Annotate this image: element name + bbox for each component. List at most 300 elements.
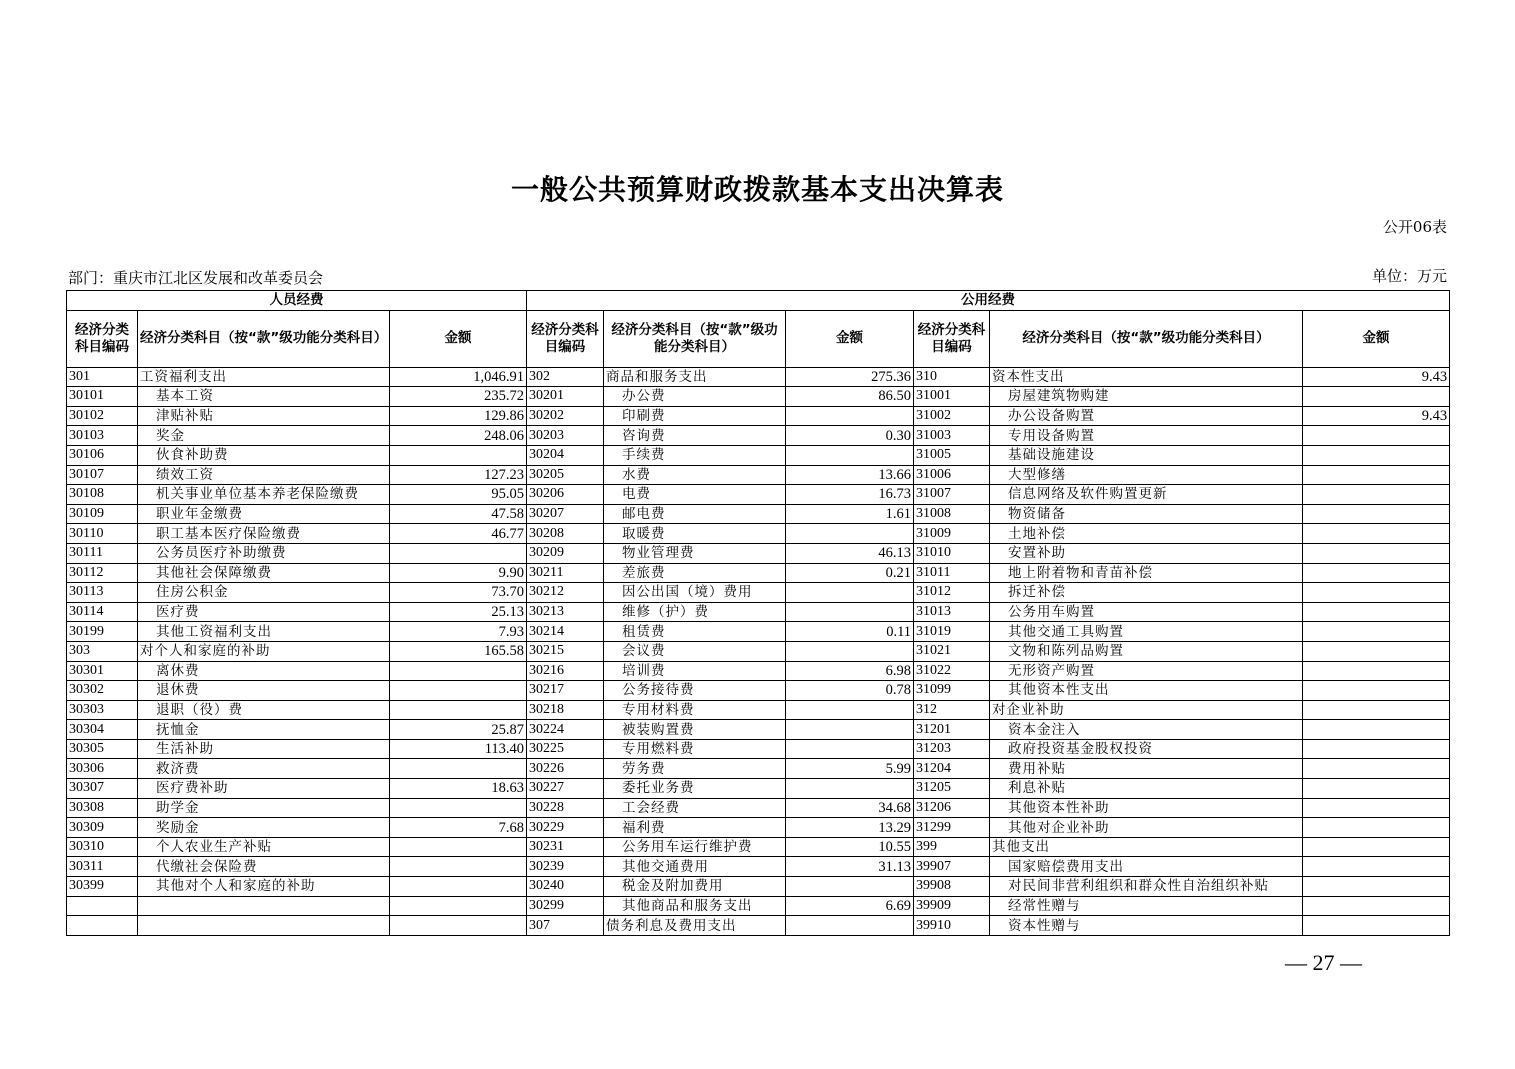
cell-code: 31007 bbox=[914, 485, 990, 505]
cell-name: 拆迁补偿 bbox=[990, 583, 1303, 603]
cell-name: 手续费 bbox=[604, 445, 786, 465]
cell-name: 债务利息及费用支出 bbox=[604, 916, 786, 936]
cell-amount: 95.05 bbox=[390, 485, 527, 505]
cell-name: 资本性赠与 bbox=[990, 916, 1303, 936]
cell-name: 物业管理费 bbox=[604, 543, 786, 563]
cell-amount: 7.93 bbox=[390, 622, 527, 642]
cell-amount: 0.30 bbox=[786, 426, 914, 446]
cell-amount: 31.13 bbox=[786, 857, 914, 877]
cell-code: 30209 bbox=[527, 543, 604, 563]
cell-amount bbox=[390, 877, 527, 897]
cell-amount bbox=[786, 916, 914, 936]
cell-amount bbox=[1303, 779, 1450, 799]
cell-name: 退休费 bbox=[138, 681, 390, 701]
cell-name: 经常性赠与 bbox=[990, 896, 1303, 916]
cell-amount bbox=[1303, 426, 1450, 446]
cell-code: 30302 bbox=[67, 681, 138, 701]
cell-amount bbox=[1303, 524, 1450, 544]
cell-code: 31201 bbox=[914, 720, 990, 740]
cell-name: 其他资本性支出 bbox=[990, 681, 1303, 701]
cell-code: 30399 bbox=[67, 877, 138, 897]
cell-amount: 0.21 bbox=[786, 563, 914, 583]
cell-code: 30102 bbox=[67, 406, 138, 426]
cell-amount: 248.06 bbox=[390, 426, 527, 446]
cell-amount bbox=[786, 641, 914, 661]
cell-name: 抚恤金 bbox=[138, 720, 390, 740]
cell-name: 邮电费 bbox=[604, 504, 786, 524]
cell-code bbox=[67, 916, 138, 936]
cell-code: 30106 bbox=[67, 445, 138, 465]
cell-code: 30208 bbox=[527, 524, 604, 544]
cell-code: 30206 bbox=[527, 485, 604, 505]
table-row bbox=[67, 700, 1450, 720]
cell-code: 30108 bbox=[67, 485, 138, 505]
cell-code: 30311 bbox=[67, 857, 138, 877]
cell-code: 30227 bbox=[527, 779, 604, 799]
table-row bbox=[67, 896, 1450, 916]
cell-code: 31001 bbox=[914, 387, 990, 407]
cell-code: 30203 bbox=[527, 426, 604, 446]
cell-code: 30307 bbox=[67, 779, 138, 799]
cell-code: 31204 bbox=[914, 759, 990, 779]
table-row bbox=[67, 406, 1450, 426]
cell-code: 30228 bbox=[527, 798, 604, 818]
cell-name: 被装购置费 bbox=[604, 720, 786, 740]
cell-code: 301 bbox=[67, 367, 138, 387]
cell-name: 维修（护）费 bbox=[604, 602, 786, 622]
cell-name: 其他工资福利支出 bbox=[138, 622, 390, 642]
cell-name: 个人农业生产补贴 bbox=[138, 837, 390, 857]
table-row bbox=[67, 485, 1450, 505]
cell-amount: 6.69 bbox=[786, 896, 914, 916]
cell-name: 政府投资基金股权投资 bbox=[990, 739, 1303, 759]
cell-name: 办公设备购置 bbox=[990, 406, 1303, 426]
cell-code: 30299 bbox=[527, 896, 604, 916]
cell-name: 机关事业单位基本养老保险缴费 bbox=[138, 485, 390, 505]
cell-code: 30113 bbox=[67, 583, 138, 603]
cell-name bbox=[138, 896, 390, 916]
cell-code: 30103 bbox=[67, 426, 138, 446]
cell-code: 31022 bbox=[914, 661, 990, 681]
cell-code: 39909 bbox=[914, 896, 990, 916]
cell-amount bbox=[1303, 818, 1450, 838]
cell-amount: 129.86 bbox=[390, 406, 527, 426]
cell-amount bbox=[1303, 504, 1450, 524]
cell-code: 310 bbox=[914, 367, 990, 387]
cell-code: 30212 bbox=[527, 583, 604, 603]
cell-amount bbox=[1303, 445, 1450, 465]
cell-code: 30207 bbox=[527, 504, 604, 524]
cell-amount bbox=[786, 779, 914, 799]
cell-name bbox=[138, 916, 390, 936]
cell-amount bbox=[390, 916, 527, 936]
table-row bbox=[67, 426, 1450, 446]
cell-name: 费用补贴 bbox=[990, 759, 1303, 779]
cell-name: 职工基本医疗保险缴费 bbox=[138, 524, 390, 544]
cell-code: 30205 bbox=[527, 465, 604, 485]
cell-code: 31002 bbox=[914, 406, 990, 426]
cell-code: 30111 bbox=[67, 543, 138, 563]
cell-name: 办公费 bbox=[604, 387, 786, 407]
cell-code: 30240 bbox=[527, 877, 604, 897]
cell-name: 印刷费 bbox=[604, 406, 786, 426]
cell-name: 离休费 bbox=[138, 661, 390, 681]
cell-name: 工会经费 bbox=[604, 798, 786, 818]
cell-name: 生活补助 bbox=[138, 739, 390, 759]
cell-name: 对企业补助 bbox=[990, 700, 1303, 720]
cell-amount: 10.55 bbox=[786, 837, 914, 857]
cell-name: 公务用车运行维护费 bbox=[604, 837, 786, 857]
table-row bbox=[67, 583, 1450, 603]
table-row bbox=[67, 857, 1450, 877]
table-row bbox=[67, 543, 1450, 563]
cell-code: 30114 bbox=[67, 602, 138, 622]
cell-amount: 25.87 bbox=[390, 720, 527, 740]
cell-name: 救济费 bbox=[138, 759, 390, 779]
cell-code: 31012 bbox=[914, 583, 990, 603]
cell-amount bbox=[390, 837, 527, 857]
cell-amount bbox=[786, 406, 914, 426]
cell-name: 退职（役）费 bbox=[138, 700, 390, 720]
table-row bbox=[67, 504, 1450, 524]
cell-name: 税金及附加费用 bbox=[604, 877, 786, 897]
cell-code: 31010 bbox=[914, 543, 990, 563]
cell-code: 31019 bbox=[914, 622, 990, 642]
cell-name: 水费 bbox=[604, 465, 786, 485]
cell-name: 委托业务费 bbox=[604, 779, 786, 799]
cell-code: 312 bbox=[914, 700, 990, 720]
cell-name: 劳务费 bbox=[604, 759, 786, 779]
cell-code: 31206 bbox=[914, 798, 990, 818]
cell-amount: 6.98 bbox=[786, 661, 914, 681]
cell-code: 31299 bbox=[914, 818, 990, 838]
cell-name: 基础设施建设 bbox=[990, 445, 1303, 465]
table-row bbox=[67, 779, 1450, 799]
cell-name: 物资储备 bbox=[990, 504, 1303, 524]
cell-amount bbox=[1303, 583, 1450, 603]
table-row bbox=[67, 798, 1450, 818]
cell-code: 30107 bbox=[67, 465, 138, 485]
cell-amount: 165.58 bbox=[390, 641, 527, 661]
cell-amount: 1.61 bbox=[786, 504, 914, 524]
cell-code: 30224 bbox=[527, 720, 604, 740]
cell-name: 基本工资 bbox=[138, 387, 390, 407]
cell-name: 大型修缮 bbox=[990, 465, 1303, 485]
cell-amount bbox=[1303, 759, 1450, 779]
cell-name: 取暖费 bbox=[604, 524, 786, 544]
cell-code: 30110 bbox=[67, 524, 138, 544]
cell-code: 30308 bbox=[67, 798, 138, 818]
cell-amount bbox=[1303, 896, 1450, 916]
cell-amount bbox=[1303, 857, 1450, 877]
cell-name: 其他交通费用 bbox=[604, 857, 786, 877]
cell-amount bbox=[1303, 641, 1450, 661]
cell-code: 30204 bbox=[527, 445, 604, 465]
cell-amount bbox=[1303, 700, 1450, 720]
cell-name: 其他交通工具购置 bbox=[990, 622, 1303, 642]
cell-amount bbox=[390, 759, 527, 779]
cell-name: 医疗费补助 bbox=[138, 779, 390, 799]
col-header-name: 经济分类科目（按“款”级功能分类科目） bbox=[990, 310, 1303, 367]
cell-amount: 0.78 bbox=[786, 681, 914, 701]
cell-name: 地上附着物和青苗补偿 bbox=[990, 563, 1303, 583]
cell-name: 土地补偿 bbox=[990, 524, 1303, 544]
cell-amount: 13.29 bbox=[786, 818, 914, 838]
cell-amount bbox=[390, 857, 527, 877]
cell-amount bbox=[1303, 661, 1450, 681]
cell-code: 30239 bbox=[527, 857, 604, 877]
cell-amount: 46.13 bbox=[786, 543, 914, 563]
cell-name: 代缴社会保险费 bbox=[138, 857, 390, 877]
col-header-name: 经济分类科目（按“款”级功能分类科目） bbox=[138, 310, 390, 367]
cell-name: 资本性支出 bbox=[990, 367, 1303, 387]
cell-code: 30304 bbox=[67, 720, 138, 740]
cell-name: 对个人和家庭的补助 bbox=[138, 641, 390, 661]
cell-name: 对民间非营利组织和群众性自治组织补贴 bbox=[990, 877, 1303, 897]
cell-amount bbox=[1303, 563, 1450, 583]
cell-code: 30101 bbox=[67, 387, 138, 407]
cell-code: 30216 bbox=[527, 661, 604, 681]
group-header-public: 公用经费 bbox=[527, 291, 1450, 311]
cell-amount bbox=[1303, 622, 1450, 642]
cell-code: 307 bbox=[527, 916, 604, 936]
cell-amount: 1,046.91 bbox=[390, 367, 527, 387]
cell-code: 30109 bbox=[67, 504, 138, 524]
cell-name: 租赁费 bbox=[604, 622, 786, 642]
cell-amount bbox=[786, 445, 914, 465]
cell-amount: 127.23 bbox=[390, 465, 527, 485]
cell-name: 文物和陈列品购置 bbox=[990, 641, 1303, 661]
cell-code: 30218 bbox=[527, 700, 604, 720]
cell-name: 助学金 bbox=[138, 798, 390, 818]
table-row bbox=[67, 465, 1450, 485]
col-header-amount: 金额 bbox=[1303, 310, 1450, 367]
cell-code: 31013 bbox=[914, 602, 990, 622]
cell-amount bbox=[786, 739, 914, 759]
cell-name: 差旅费 bbox=[604, 563, 786, 583]
cell-code: 30202 bbox=[527, 406, 604, 426]
cell-amount bbox=[786, 700, 914, 720]
cell-name: 安置补助 bbox=[990, 543, 1303, 563]
cell-amount bbox=[390, 798, 527, 818]
table-row bbox=[67, 661, 1450, 681]
cell-amount bbox=[1303, 485, 1450, 505]
cell-name: 商品和服务支出 bbox=[604, 367, 786, 387]
cell-amount bbox=[390, 445, 527, 465]
col-header-code: 经济分类科目编码 bbox=[67, 310, 138, 367]
cell-amount: 86.50 bbox=[786, 387, 914, 407]
cell-amount bbox=[1303, 877, 1450, 897]
cell-amount bbox=[390, 543, 527, 563]
cell-amount: 13.66 bbox=[786, 465, 914, 485]
cell-name: 职业年金缴费 bbox=[138, 504, 390, 524]
cell-name: 公务用车购置 bbox=[990, 602, 1303, 622]
table-row bbox=[67, 877, 1450, 897]
table-row bbox=[67, 367, 1450, 387]
cell-name: 住房公积金 bbox=[138, 583, 390, 603]
col-header-code: 经济分类科目编码 bbox=[914, 310, 990, 367]
cell-code: 30112 bbox=[67, 563, 138, 583]
cell-code: 31021 bbox=[914, 641, 990, 661]
cell-name: 其他对企业补助 bbox=[990, 818, 1303, 838]
cell-amount: 9.90 bbox=[390, 563, 527, 583]
cell-code: 39910 bbox=[914, 916, 990, 936]
cell-amount: 7.68 bbox=[390, 818, 527, 838]
cell-name: 专用材料费 bbox=[604, 700, 786, 720]
cell-name: 绩效工资 bbox=[138, 465, 390, 485]
cell-code: 30225 bbox=[527, 739, 604, 759]
cell-amount bbox=[1303, 465, 1450, 485]
cell-amount: 9.43 bbox=[1303, 406, 1450, 426]
cell-amount: 9.43 bbox=[1303, 367, 1450, 387]
table-row bbox=[67, 759, 1450, 779]
cell-code: 30213 bbox=[527, 602, 604, 622]
cell-name: 国家赔偿费用支出 bbox=[990, 857, 1303, 877]
cell-code: 30199 bbox=[67, 622, 138, 642]
col-header-amount: 金额 bbox=[390, 310, 527, 367]
cell-code: 39908 bbox=[914, 877, 990, 897]
cell-name: 会议费 bbox=[604, 641, 786, 661]
cell-code: 30309 bbox=[67, 818, 138, 838]
cell-amount: 47.58 bbox=[390, 504, 527, 524]
cell-amount: 34.68 bbox=[786, 798, 914, 818]
cell-code: 30217 bbox=[527, 681, 604, 701]
cell-name: 无形资产购置 bbox=[990, 661, 1303, 681]
cell-amount: 73.70 bbox=[390, 583, 527, 603]
cell-name: 奖金 bbox=[138, 426, 390, 446]
cell-code: 31005 bbox=[914, 445, 990, 465]
cell-amount: 5.99 bbox=[786, 759, 914, 779]
cell-name: 奖励金 bbox=[138, 818, 390, 838]
cell-name: 专用燃料费 bbox=[604, 739, 786, 759]
cell-code: 30305 bbox=[67, 739, 138, 759]
cell-code: 30303 bbox=[67, 700, 138, 720]
table-row bbox=[67, 602, 1450, 622]
group-header-personnel: 人员经费 bbox=[67, 291, 527, 311]
cell-amount bbox=[786, 720, 914, 740]
table-row bbox=[67, 563, 1450, 583]
table-row bbox=[67, 739, 1450, 759]
cell-amount bbox=[1303, 837, 1450, 857]
cell-name: 公务员医疗补助缴费 bbox=[138, 543, 390, 563]
cell-code: 30306 bbox=[67, 759, 138, 779]
cell-amount: 46.77 bbox=[390, 524, 527, 544]
cell-amount: 113.40 bbox=[390, 739, 527, 759]
cell-amount: 16.73 bbox=[786, 485, 914, 505]
cell-amount bbox=[1303, 602, 1450, 622]
col-header-amount: 金额 bbox=[786, 310, 914, 367]
cell-name: 其他资本性补助 bbox=[990, 798, 1303, 818]
cell-amount bbox=[1303, 720, 1450, 740]
table-number: 公开06表 bbox=[1382, 218, 1447, 236]
cell-amount bbox=[1303, 681, 1450, 701]
cell-amount: 18.63 bbox=[390, 779, 527, 799]
cell-code: 39907 bbox=[914, 857, 990, 877]
cell-name: 因公出国（境）费用 bbox=[604, 583, 786, 603]
table-row bbox=[67, 720, 1450, 740]
cell-name: 电费 bbox=[604, 485, 786, 505]
cell-name: 资本金注入 bbox=[990, 720, 1303, 740]
cell-amount bbox=[390, 700, 527, 720]
cell-code: 303 bbox=[67, 641, 138, 661]
cell-code: 30214 bbox=[527, 622, 604, 642]
cell-name: 信息网络及软件购置更新 bbox=[990, 485, 1303, 505]
col-header-code: 经济分类科目编码 bbox=[527, 310, 604, 367]
cell-name: 其他对个人和家庭的补助 bbox=[138, 877, 390, 897]
table-row bbox=[67, 524, 1450, 544]
table-row bbox=[67, 818, 1450, 838]
cell-amount bbox=[390, 661, 527, 681]
cell-amount bbox=[786, 602, 914, 622]
cell-name: 利息补贴 bbox=[990, 779, 1303, 799]
cell-amount bbox=[1303, 916, 1450, 936]
cell-name: 福利费 bbox=[604, 818, 786, 838]
cell-code: 302 bbox=[527, 367, 604, 387]
cell-code bbox=[67, 896, 138, 916]
cell-code: 30229 bbox=[527, 818, 604, 838]
cell-amount bbox=[1303, 387, 1450, 407]
cell-code: 31205 bbox=[914, 779, 990, 799]
cell-amount: 0.11 bbox=[786, 622, 914, 642]
cell-amount: 235.72 bbox=[390, 387, 527, 407]
cell-name: 房屋建筑物购建 bbox=[990, 387, 1303, 407]
table-row bbox=[67, 622, 1450, 642]
cell-amount bbox=[390, 681, 527, 701]
cell-name: 公务接待费 bbox=[604, 681, 786, 701]
cell-name: 医疗费 bbox=[138, 602, 390, 622]
cell-code: 31003 bbox=[914, 426, 990, 446]
cell-code: 30226 bbox=[527, 759, 604, 779]
cell-name: 工资福利支出 bbox=[138, 367, 390, 387]
table-row bbox=[67, 387, 1450, 407]
cell-amount bbox=[786, 877, 914, 897]
cell-code: 31099 bbox=[914, 681, 990, 701]
cell-code: 30231 bbox=[527, 837, 604, 857]
cell-amount bbox=[786, 583, 914, 603]
cell-amount bbox=[1303, 543, 1450, 563]
page-number: — 27 — bbox=[1285, 950, 1362, 975]
cell-code: 31006 bbox=[914, 465, 990, 485]
cell-code: 30301 bbox=[67, 661, 138, 681]
cell-code: 30211 bbox=[527, 563, 604, 583]
cell-amount: 25.13 bbox=[390, 602, 527, 622]
cell-amount bbox=[1303, 798, 1450, 818]
cell-name: 伙食补助费 bbox=[138, 445, 390, 465]
cell-name: 其他支出 bbox=[990, 837, 1303, 857]
page-title: 一般公共预算财政拨款基本支出决算表 bbox=[510, 173, 1004, 206]
cell-amount bbox=[786, 524, 914, 544]
cell-code: 31009 bbox=[914, 524, 990, 544]
cell-code: 399 bbox=[914, 837, 990, 857]
cell-code: 30310 bbox=[67, 837, 138, 857]
cell-amount: 275.36 bbox=[786, 367, 914, 387]
table-body bbox=[67, 367, 1450, 935]
cell-code: 31008 bbox=[914, 504, 990, 524]
expenditure-table bbox=[66, 290, 1450, 936]
department-label: 部门：重庆市江北区发展和改革委员会 bbox=[68, 269, 324, 287]
table-row bbox=[67, 641, 1450, 661]
cell-name: 专用设备购置 bbox=[990, 426, 1303, 446]
cell-amount bbox=[1303, 739, 1450, 759]
cell-name: 培训费 bbox=[604, 661, 786, 681]
cell-name: 咨询费 bbox=[604, 426, 786, 446]
cell-code: 30215 bbox=[527, 641, 604, 661]
cell-name: 其他社会保障缴费 bbox=[138, 563, 390, 583]
table-row bbox=[67, 916, 1450, 936]
cell-amount bbox=[390, 896, 527, 916]
cell-code: 31203 bbox=[914, 739, 990, 759]
cell-code: 30201 bbox=[527, 387, 604, 407]
